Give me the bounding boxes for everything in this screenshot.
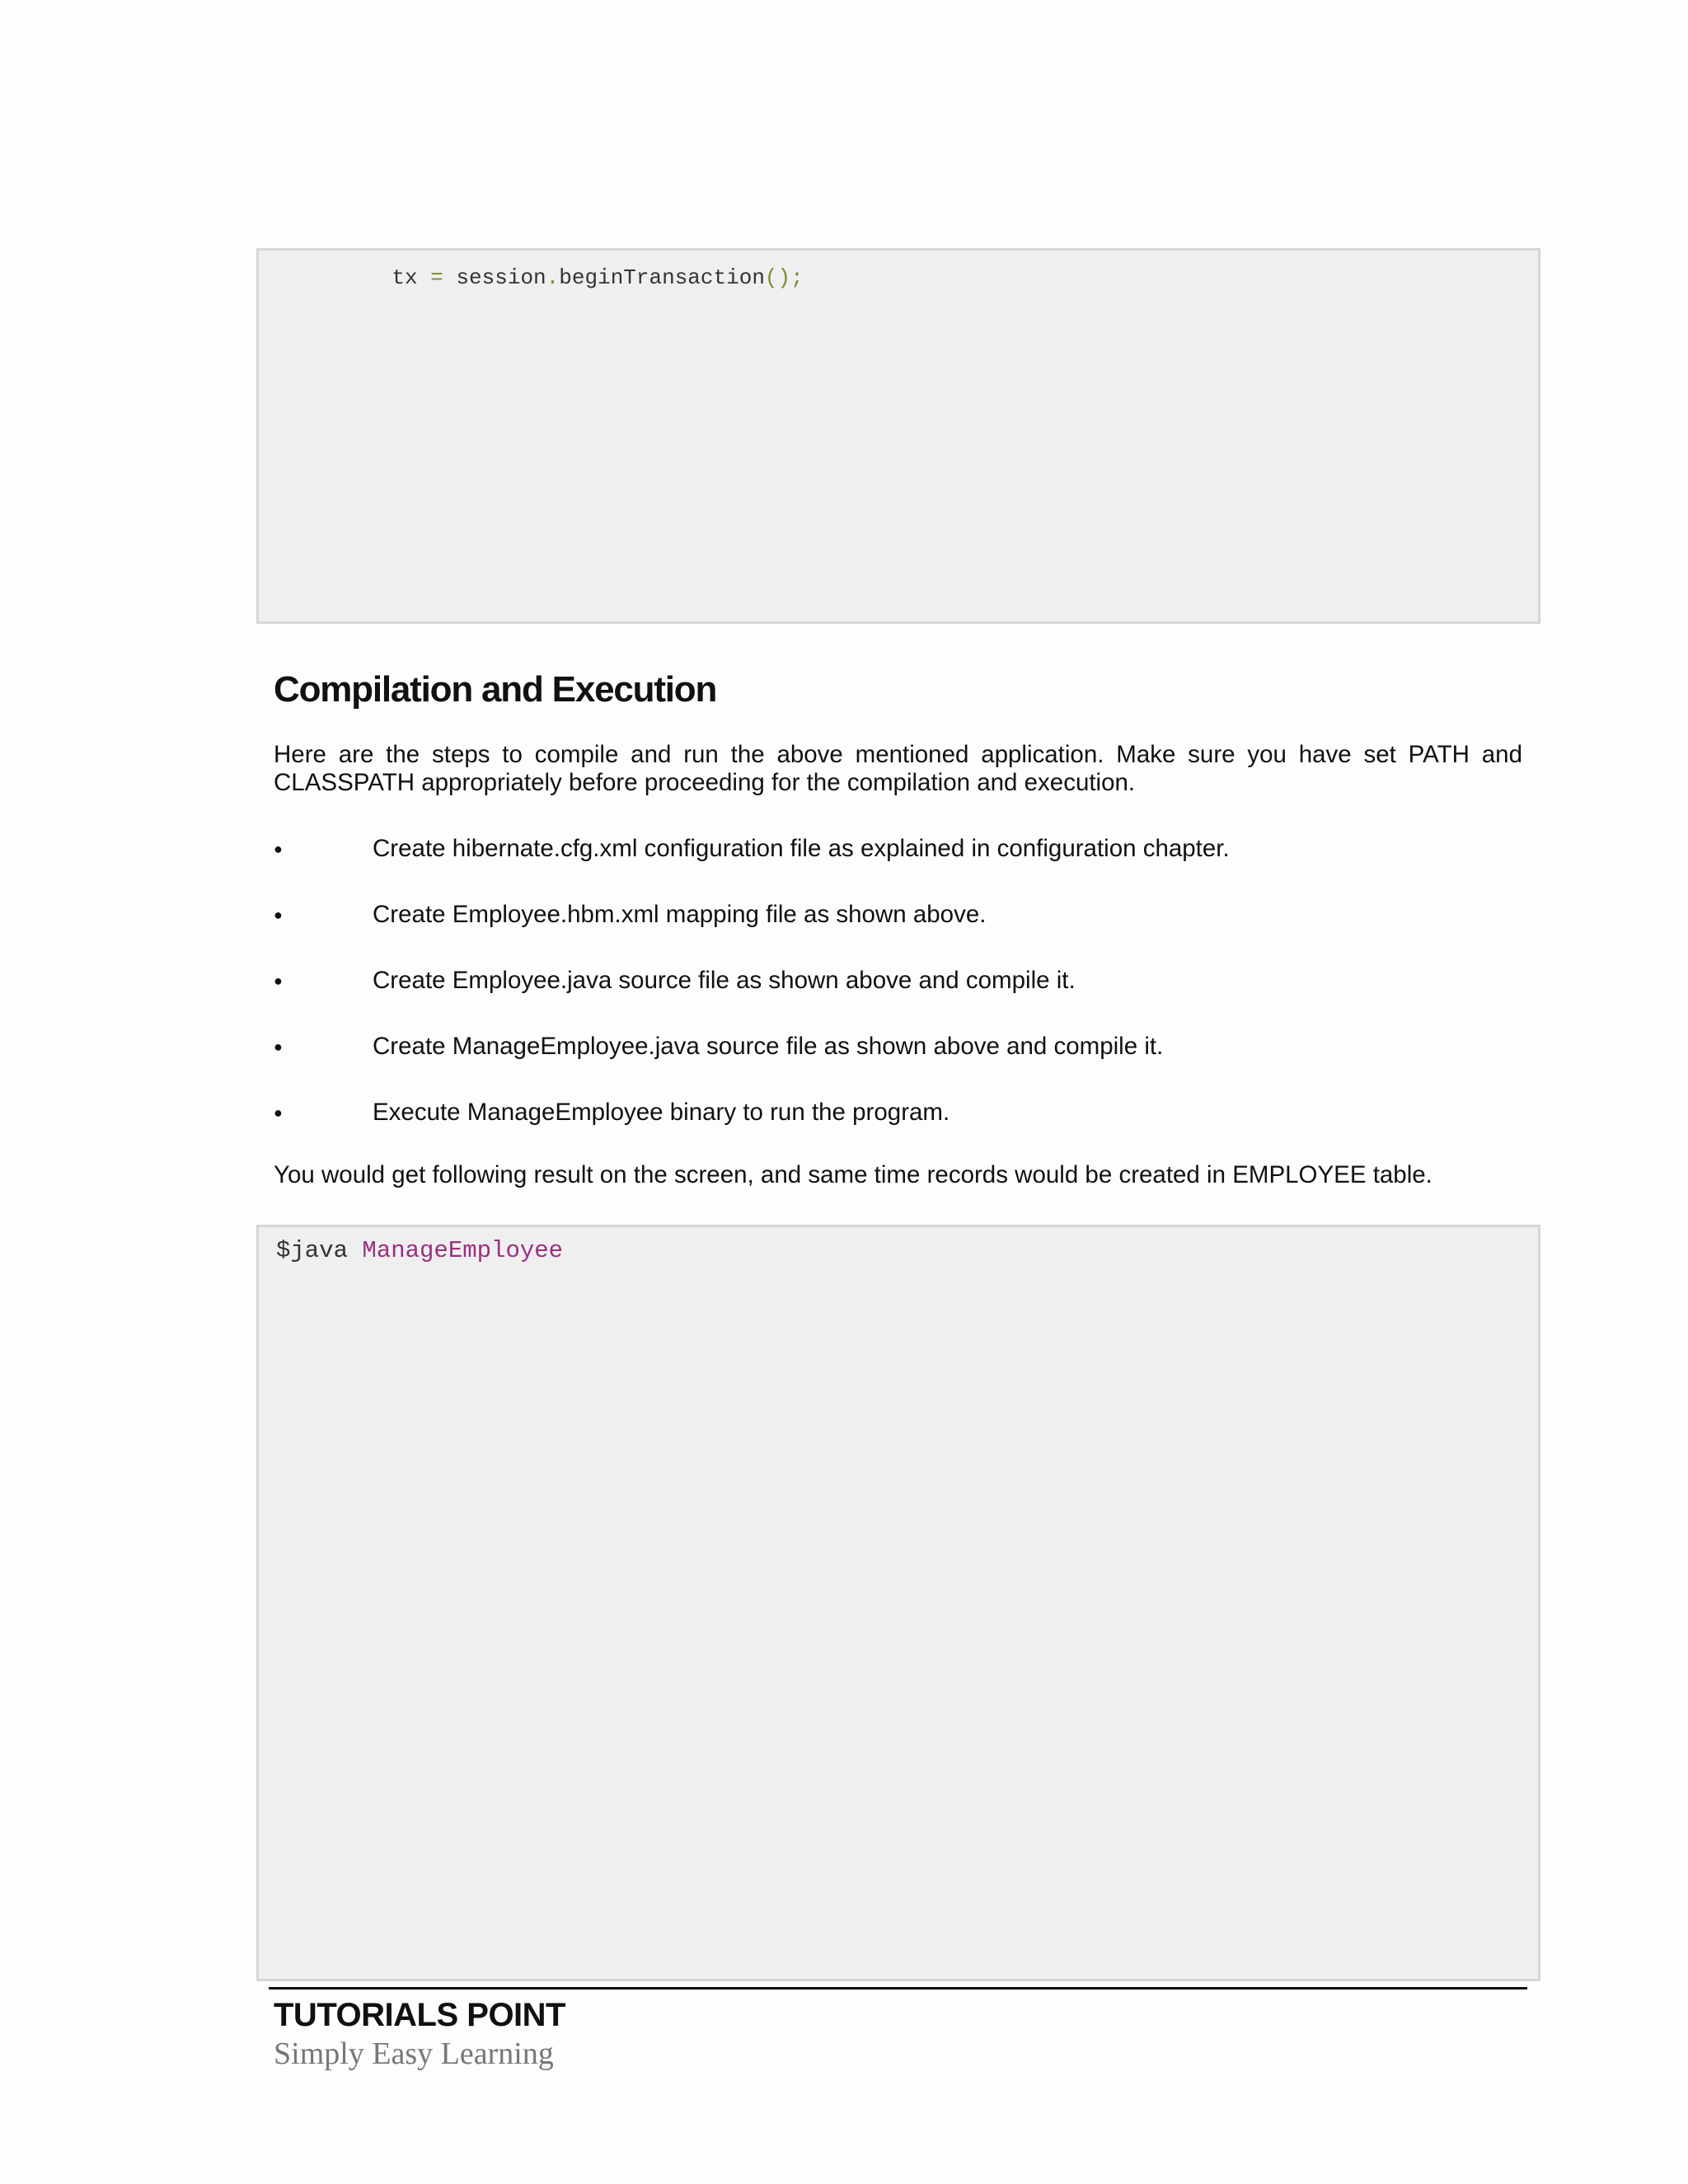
code-token: tx (276, 265, 431, 290)
code-token: . (546, 265, 560, 290)
footer-tagline: Simply Easy Learning (274, 2036, 554, 2071)
code-token: $java (276, 1237, 363, 1264)
step-text: Create Employee.java source file as shown above and compile it. (373, 967, 1076, 994)
step-text: Create ManageEmployee.java source file as shown above and compile it. (373, 1033, 1164, 1060)
section-heading: Compilation and Execution (274, 669, 717, 710)
step-text: Execute ManageEmployee binary to run the program. (373, 1099, 950, 1126)
result-paragraph: You would get following result on the screen, and same time records would be created in EMPLOYEE table. (274, 1161, 1432, 1188)
code-block-program-output (256, 1225, 1540, 1981)
code-token: (); (764, 265, 804, 290)
footer-brand: TUTORIALS POINT (274, 1997, 565, 2033)
code-line (276, 1237, 1538, 1981)
bullet-icon (274, 966, 290, 998)
bullet-icon (274, 1098, 290, 1130)
bullet-icon (274, 900, 290, 932)
bullet-icon (274, 1032, 290, 1064)
code-block-java-update (256, 248, 1540, 624)
code-token: ManageEmployee (362, 1237, 564, 1264)
step-text: Create Employee.hbm.xml mapping file as shown above. (373, 901, 987, 928)
code-token: = (430, 265, 443, 290)
footer-divider (269, 1987, 1527, 1990)
bullet-icon (274, 834, 290, 866)
intro-paragraph: Here are the steps to compile and run the above mentioned application. Make sure you have set PATH and CLASSPATH appropriately before proceeding for the compilation and execution. (274, 741, 1522, 796)
step-text: Create hibernate.cfg.xml configuration file as explained in configuration chapter. (373, 835, 1230, 862)
code-token: beginTransaction (559, 265, 765, 290)
code-token: session (443, 265, 546, 290)
code-line (276, 265, 1538, 624)
